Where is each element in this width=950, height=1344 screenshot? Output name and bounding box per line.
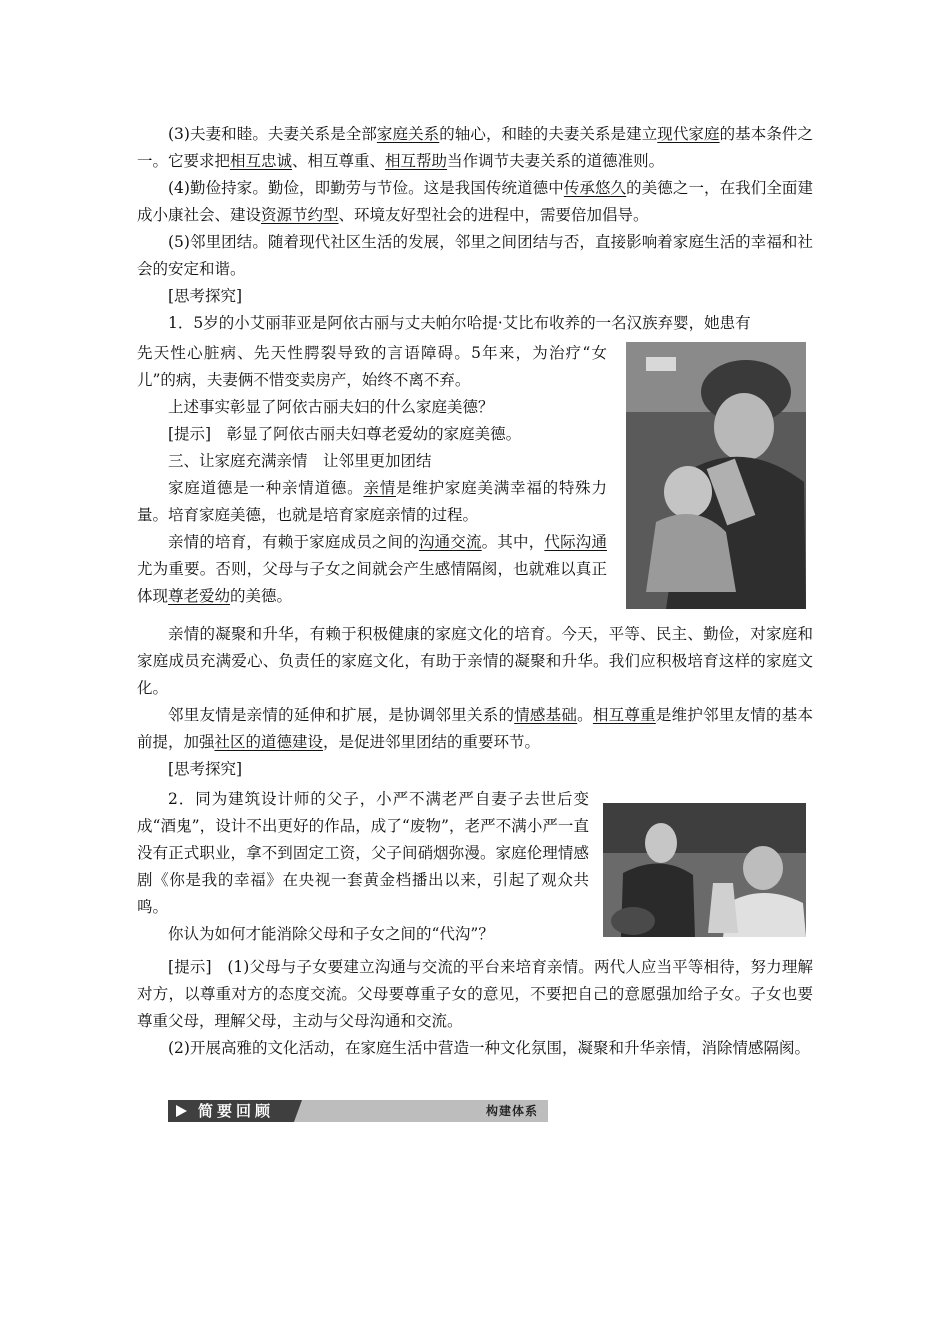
hint-2-part-2: (2)开展高雅的文化活动，在家庭生活中营造一种文化氛围，凝聚和升华亲情，消除情感隔阂。 xyxy=(168,1039,810,1057)
paragraph-d: 邻里友情是亲情的延伸和扩展，是协调邻里关系的情感基础。相互尊重是维护邻里友情的基本前提，加强社区的道德建设，是促进邻里团结的重要环节。 xyxy=(137,706,813,751)
hint-2-part-1: [提示] (1)父母与子女要建立沟通与交流的平台来培育亲情。两代人应当平等相待，努力理解对方，以尊重对方的态度交流。父母要尊重子女的意见，不要把自己的意愿强加给子女。子女也要尊重父母，理解父母，主动与父母沟通和交流。 xyxy=(137,958,813,1030)
section-heading-3: 三、让家庭充满亲情 让邻里更加团结 xyxy=(168,452,432,470)
banner-title: 简要回顾 xyxy=(198,1102,275,1120)
main-text-bottom xyxy=(137,954,813,1062)
paragraph-c: 亲情的凝聚和升华，有赖于积极健康的家庭文化的培育。今天，平等、民主、勤俭，对家庭和家庭成员充满爱心、负责任的家庭文化，有助于亲情的凝聚和升华。我们应积极培育这样的家庭文化。 xyxy=(137,625,813,697)
think-label-1: [思考探究] xyxy=(168,287,243,305)
think-label-2: [思考探究] xyxy=(168,760,243,778)
summary-banner xyxy=(168,1100,548,1122)
paragraph-4: (4)勤俭持家。勤俭，即勤劳与节俭。这是我国传统道德中传承悠久的美德之一，在我们全面建成小康社会、建设资源节约型、环境友好型社会的进程中，需要倍加倡导。 xyxy=(137,179,813,224)
play-arrow-icon xyxy=(176,1105,187,1117)
question-1-rest: 先天性心脏病、先天性腭裂导致的言语障碍。5年来，为治疗“女儿”的病，夫妻俩不惜变卖房产，始终不离不弃。 xyxy=(137,344,607,389)
main-text-wrap-2 xyxy=(137,786,589,948)
photo-mother-child xyxy=(626,342,806,609)
question-1-first-line: 1．5岁的小艾丽菲亚是阿依古丽与丈夫帕尔哈提·艾比布收养的一名汉族弃婴，她患有 xyxy=(168,314,751,332)
main-text-top xyxy=(137,121,813,337)
banner-right-label: 构建体系 xyxy=(485,1104,538,1118)
paragraph-3: (3)夫妻和睦。夫妻关系是全部家庭关系的轴心，和睦的夫妻关系是建立现代家庭的基本条件之一。它要求把相互忠诚、相互尊重、相互帮助当作调节夫妻关系的道德准则。 xyxy=(137,125,813,170)
photo-father-son xyxy=(603,803,806,937)
question-2-ask: 你认为如何才能消除父母和子女之间的“代沟”？ xyxy=(168,925,494,943)
main-text-wrap-1 xyxy=(137,340,607,610)
main-text-middle xyxy=(137,621,813,783)
paragraph-a: 家庭道德是一种亲情道德。亲情是维护家庭美满幸福的特殊力量。培育家庭美德，也就是培育家庭亲情的过程。 xyxy=(137,479,607,524)
question-2: 2．同为建筑设计师的父子，小严不满老严自妻子去世后变成“酒鬼”，设计不出更好的作品，成了“废物”，老严不满小严一直没有正式职业，拿不到固定工资，父子间硝烟弥漫。家庭伦理情感剧《你是我的幸福》在央视一套黄金档播出以来，引起了观众共鸣。 xyxy=(137,790,589,916)
paragraph-b: 亲情的培育，有赖于家庭成员之间的沟通交流。其中，代际沟通尤为重要。否则，父母与子女之间就会产生感情隔阂，也就难以真正体现尊老爱幼的美德。 xyxy=(137,533,607,605)
question-1-ask: 上述事实彰显了阿依古丽夫妇的什么家庭美德？ xyxy=(168,398,494,416)
paragraph-5: (5)邻里团结。随着现代社区生活的发展，邻里之间团结与否，直接影响着家庭生活的幸福和社会的安定和谐。 xyxy=(137,233,813,278)
hint-1: [提示] 彰显了阿依古丽夫妇尊老爱幼的家庭美德。 xyxy=(168,425,522,443)
